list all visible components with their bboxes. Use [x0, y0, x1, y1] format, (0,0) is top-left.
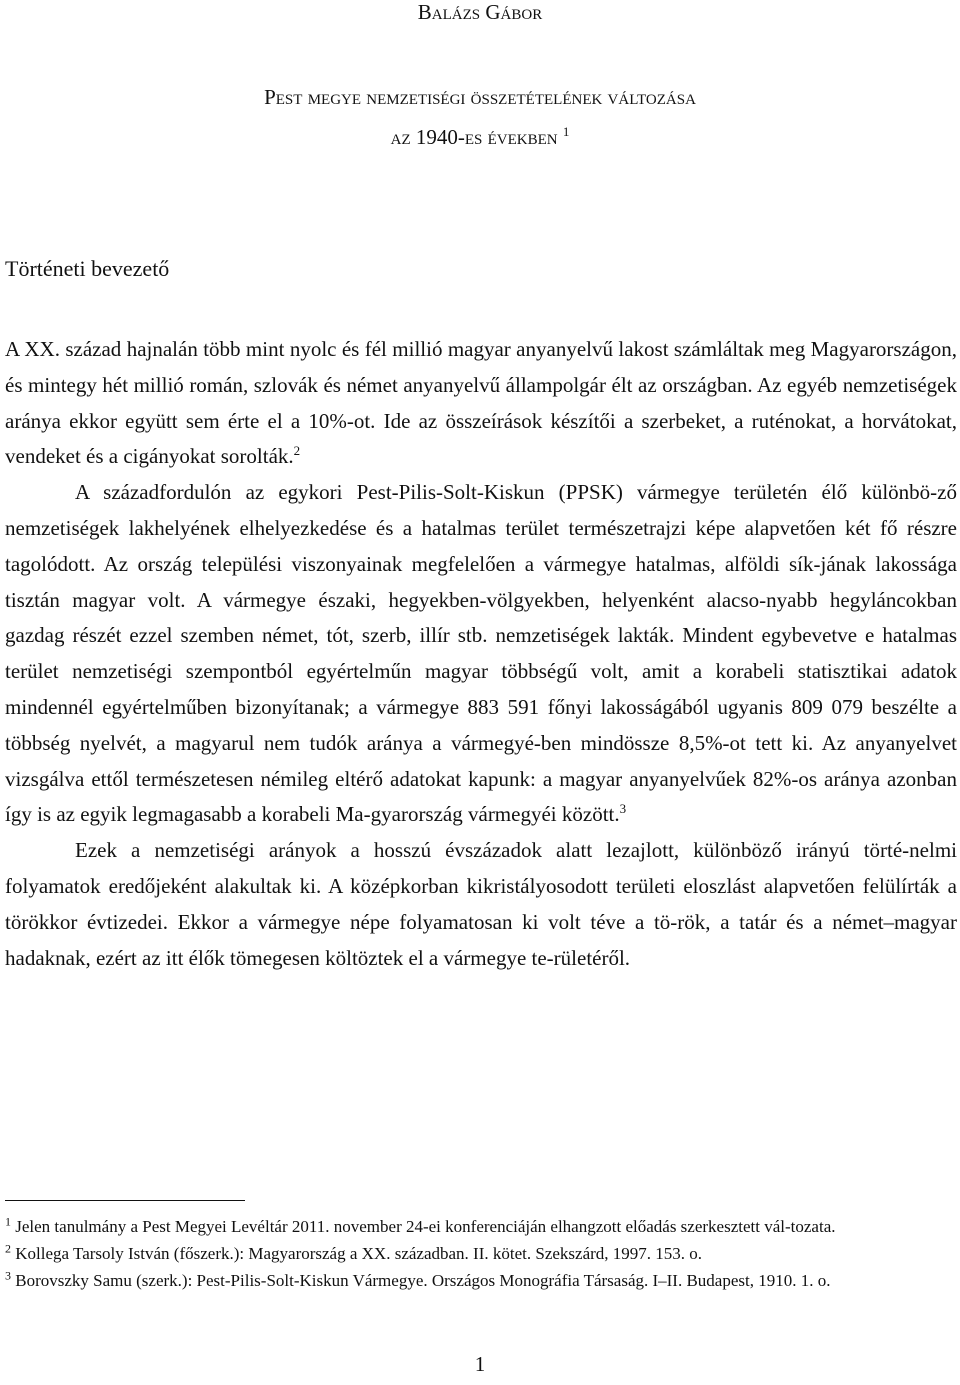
footnote-text: Borovszky Samu (szerk.): Pest-Pilis-Solt-Kiskun Vármegye. Országos Monográfia Társaság. I–II. Budapest, 1910. 1. o. — [15, 1271, 831, 1290]
paragraph-1 — [5, 332, 957, 475]
footnote-3 — [5, 1267, 955, 1294]
title-footnote-ref: 1 — [562, 124, 570, 139]
section-heading: Történeti bevezető — [5, 256, 170, 281]
footnote-ref-2: 2 — [293, 443, 301, 459]
paragraph-2 — [5, 475, 957, 833]
footnote-text: Kollega Tarsoly István (főszerk.): Magyarország a XX. században. II. kötet. Szekszárd, 1997. 153. o. — [15, 1244, 703, 1263]
paragraph-3 — [5, 833, 957, 976]
paragraph-1-text: A XX. század hajnalán több mint nyolc és fél millió magyar anyanyelvű lakost számláltak meg Magyarországon, és mintegy hét millió román, szlovák és német anyanyelvű állampolgár élt az országban. Az egyéb nemzetiségek aránya ekkor együtt sem érte el a 10%-ot. Ide az összeírások készítői a szerbeket, a ruténokat, a horvátokat, vendeket és a cigányokat sorolták. — [5, 337, 957, 469]
page-number: 1 — [474, 1352, 486, 1376]
paragraph-2-text: A századfordulón az egykori Pest-Pilis-Solt-Kiskun (PPSK) vármegye területén élő különbö-ző nemzetiségek lakhelyének elhelyezkedése és a hatalmas terület természetrajzi képe alapvetően két fő részre tagolódott. Az ország települési viszonyainak megfelelően a vármegye hatalmas, alföldi sík-jának lakossága tisztán magyar volt. A vármegye északi, hegyekben-völgyekben, helyenként alacso-nyabb hegyláncokban gazdag részét ezzel szemben német, tót, szerb, illír stb. nemzetiségek lakták. Mindent egybevetve e hatalmas terület nemzetiségi szempontból egyértelműn magyar többségű volt, amit a korabeli statisztikai adatok mindennél egyértelműben bizonyítanak; a vármegye 883 591 főnyi lakosságából ugyanis 809 079 beszélte a többség nyelvét, a magyarul nem tudók aránya a vármegyé-ben mindössze 8,5%-ot tett ki. Az anyanyelvet vizsgálva ettől természetesen némileg eltérő adatokat kapunk: a magyar anyanyelvűek 82%-os aránya azonban így is az egyik legmagasabb a korabeli Ma-gyarország vármegyéi között. — [5, 480, 957, 827]
footnotes — [5, 1213, 955, 1294]
footnote-text: Jelen tanulmány a Pest Megyei Levéltár 2011. november 24-ei konferenciáján elhangzott előadás szerkesztett vál-tozata. — [15, 1217, 836, 1236]
footnote-ref-3: 3 — [619, 801, 627, 817]
author-name: Balázs Gábor — [417, 0, 543, 24]
footnote-1 — [5, 1213, 955, 1240]
title-line-2 — [0, 125, 960, 149]
footnote-number: 1 — [5, 1214, 11, 1229]
footnote-number: 2 — [5, 1241, 11, 1256]
paragraph-3-text: Ezek a nemzetiségi arányok a hosszú évszázadok alatt lezajlott, különböző irányú törté-nelmi folyamatok eredőjeként alakultak ki. A középkorban kikristályosodott területi eloszlást alapvetően felülírták a törökkor évtizedei. Ekkor a vármegye népe folyamatosan ki volt téve a tö-rök, a tatár és a német–magyar hadaknak, ezért az itt élők tömegesen költöztek el a vármegye te-rületéről. — [5, 838, 957, 970]
footnote-2 — [5, 1240, 955, 1267]
footnote-separator — [5, 1200, 245, 1201]
title-line-2-text: az 1940-es években — [390, 125, 558, 149]
footnote-number: 3 — [5, 1268, 11, 1283]
title-line-1: Pest megye nemzetiségi összetételének változása — [264, 85, 696, 109]
body-text — [5, 332, 957, 976]
